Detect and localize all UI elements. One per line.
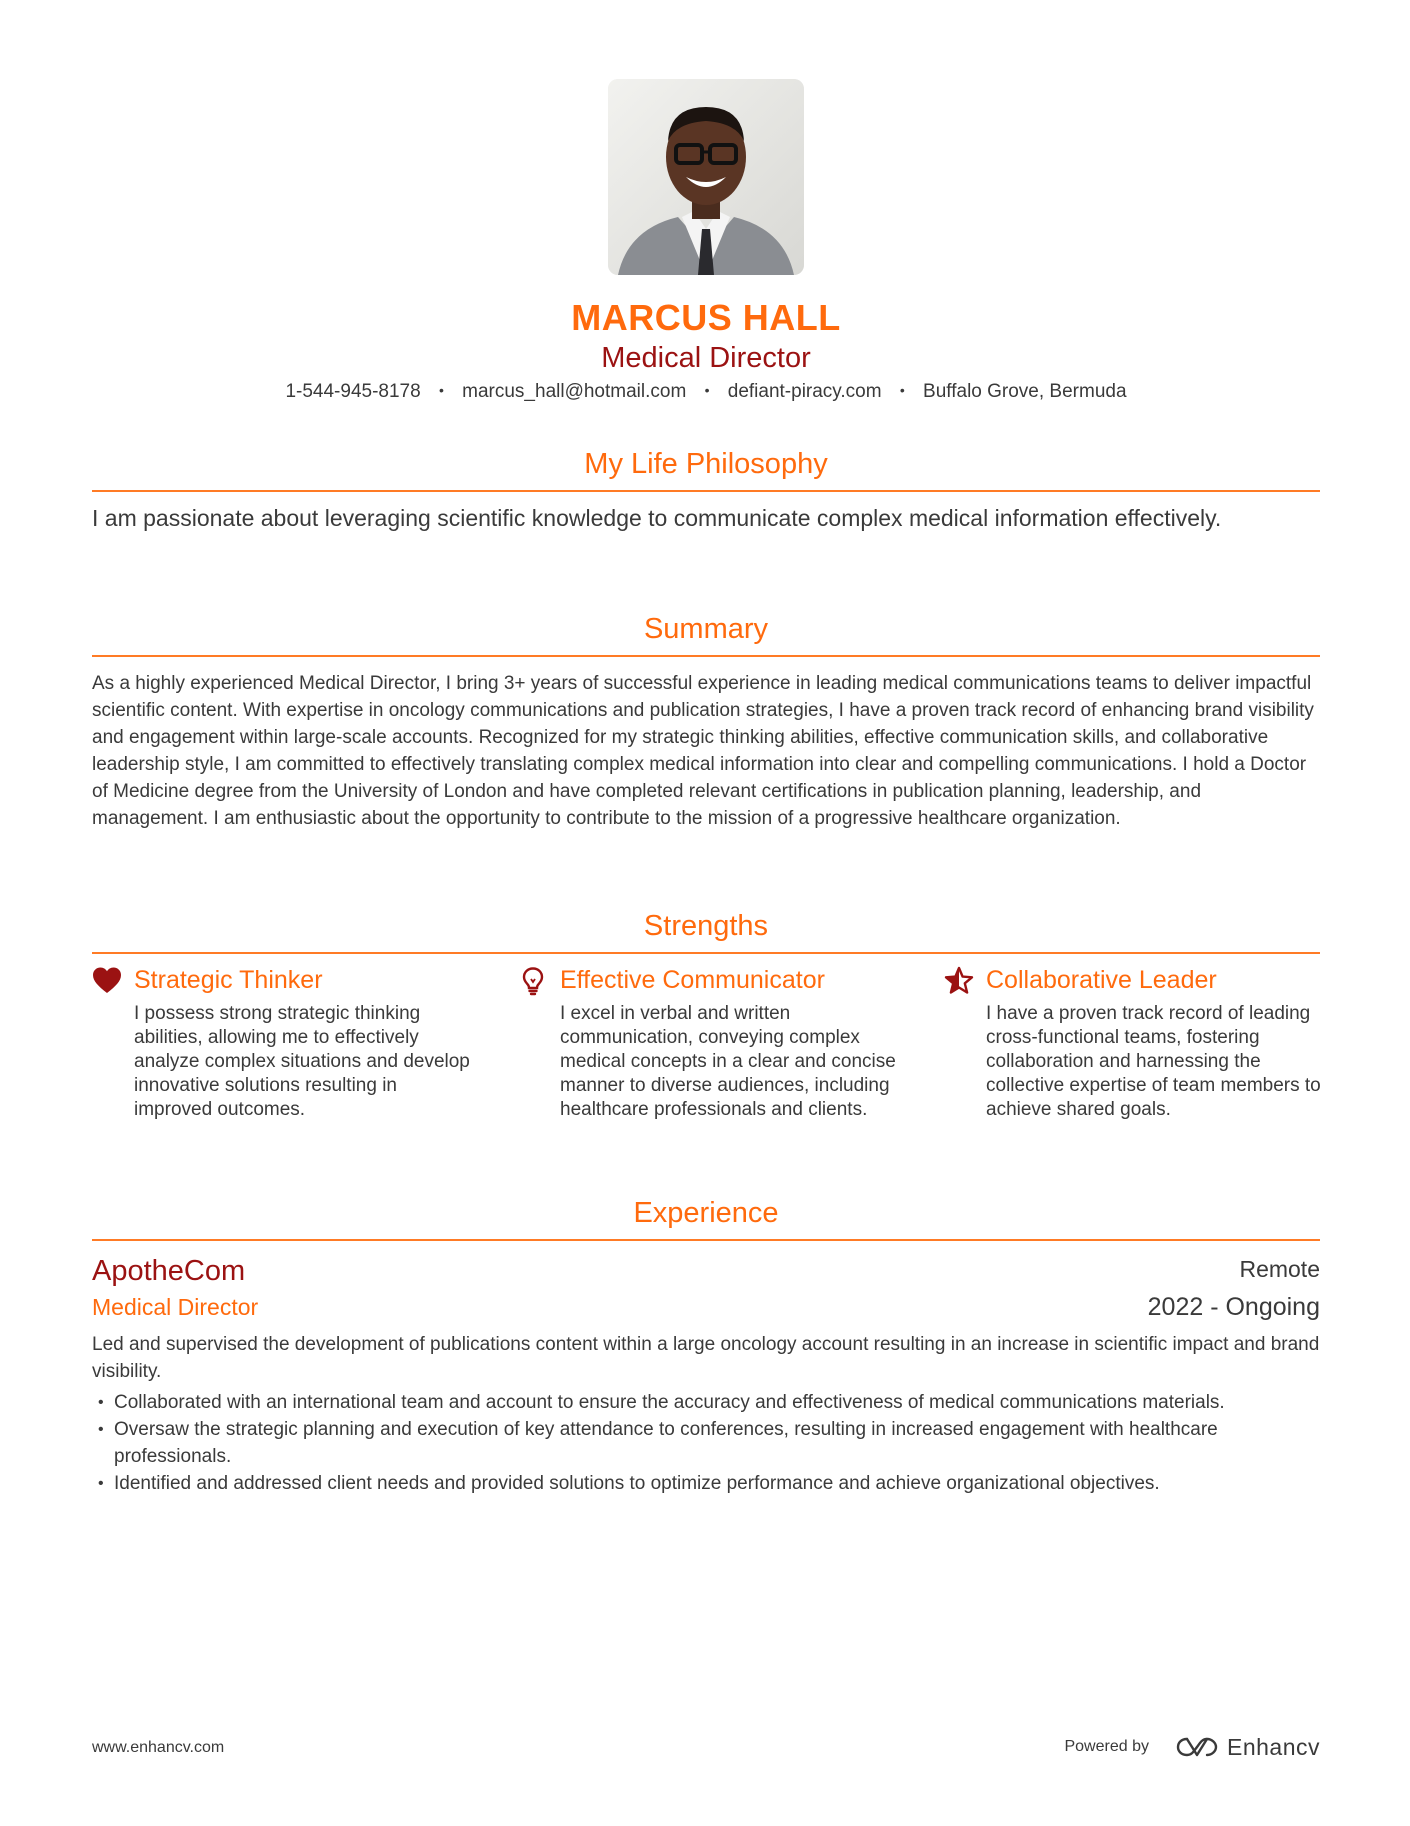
strength-title: Collaborative Leader xyxy=(986,966,1217,994)
strength-description: I have a proven track record of leading cross-functional teams, fostering collaboration and harnessing the collective expertise of team members to achieve shared goals. xyxy=(986,1003,1321,1120)
list-item xyxy=(92,1416,1320,1470)
powered-by-label: Powered by xyxy=(1064,1738,1149,1755)
bullet-icon: • xyxy=(98,1421,104,1438)
profile-photo xyxy=(608,79,804,275)
summary-text: As a highly experienced Medical Director, I bring 3+ years of successful experience in leading medical communications teams to deliver impactful scientific content. With expertise in oncology communications and publication strategies, I have a proven track record of enhancing brand visibility and engagement within large-scale accounts. Recognized for my strategic thinking abilities, effective communication skills, and collaborative leadership style, I am committed to effectively translating complex medical information into clear and compelling communications. I hold a Doctor of Medicine degree from the University of London and have completed relevant certifications in publication planning, leadership, and management. I am enthusiastic about the opportunity to contribute to the mission of a progressive healthcare organization. xyxy=(92,673,1314,829)
star-icon xyxy=(944,966,974,996)
contact-separator: • xyxy=(438,382,444,398)
contact-separator: • xyxy=(704,382,710,398)
bullet-text: Collaborated with an international team and account to ensure the accuracy and effectiveness of medical communications materials. xyxy=(114,1392,1225,1413)
heart-icon xyxy=(92,966,122,996)
bullet-icon: • xyxy=(98,1475,104,1492)
strength-title: Strategic Thinker xyxy=(134,966,323,994)
list-item xyxy=(92,1470,1320,1497)
section-divider xyxy=(92,1239,1320,1241)
brand-name: Enhancv xyxy=(1226,1733,1320,1760)
section-divider xyxy=(92,490,1320,492)
section-divider xyxy=(92,952,1320,954)
resume-page xyxy=(92,0,1320,1826)
phone-number: 1-544-945-8178 xyxy=(285,381,421,402)
job-description: Led and supervised the development of publications content within a large oncology account resulting in an increase in scientific impact and brand visibility. xyxy=(92,1334,1320,1382)
footer-website-link[interactable]: www.enhancv.com xyxy=(92,1739,225,1756)
contact-separator: • xyxy=(899,382,905,398)
philosophy-text: I am passionate about leveraging scientific knowledge to communicate complex medical information effectively. xyxy=(92,505,1222,531)
candidate-name: MARCUS HALL xyxy=(571,297,841,338)
location-text: Buffalo Grove, Bermuda xyxy=(923,381,1127,402)
strength-description: I possess strong strategic thinking abilities, allowing me to effectively analyze complex situations and develop innovative solutions resulting in improved outcomes. xyxy=(134,1003,470,1120)
job-bullet-list xyxy=(92,1389,1320,1497)
profile-photo-image xyxy=(608,79,804,275)
footer-branding xyxy=(1064,1727,1320,1767)
email-address[interactable]: marcus_hall@hotmail.com xyxy=(462,381,687,402)
list-item xyxy=(92,1389,1320,1416)
section-title-experience: Experience xyxy=(633,1197,779,1229)
bullet-icon: • xyxy=(98,1394,104,1411)
job-role: Medical Director xyxy=(92,1294,259,1320)
job-dates: 2022 - Ongoing xyxy=(1147,1293,1320,1321)
strength-title: Effective Communicator xyxy=(560,966,825,994)
section-divider xyxy=(92,655,1320,657)
company-name: ApotheCom xyxy=(92,1255,246,1287)
section-title-summary: Summary xyxy=(643,613,769,645)
strength-description: I excel in verbal and written communication, conveying complex medical concepts in a clear and concise manner to diverse audiences, including healthcare professionals and clients. xyxy=(560,1003,896,1120)
bullet-text: Oversaw the strategic planning and execution of key attendance to conferences, resulting in increased engagement with healthcare professionals. xyxy=(114,1419,1218,1467)
bullet-text: Identified and addressed client needs and provided solutions to optimize performance and achieve organizational objectives. xyxy=(114,1473,1160,1494)
brand-logo[interactable] xyxy=(1175,1734,1320,1761)
job-location: Remote xyxy=(1239,1256,1320,1282)
candidate-title: Medical Director xyxy=(601,342,811,374)
contact-line xyxy=(92,377,1320,405)
section-title-strengths: Strengths xyxy=(643,910,769,942)
section-title-philosophy: My Life Philosophy xyxy=(584,448,828,480)
website-link[interactable]: defiant-piracy.com xyxy=(727,381,882,402)
lightbulb-icon xyxy=(518,966,548,996)
enhancv-logo-icon xyxy=(1175,1735,1219,1759)
